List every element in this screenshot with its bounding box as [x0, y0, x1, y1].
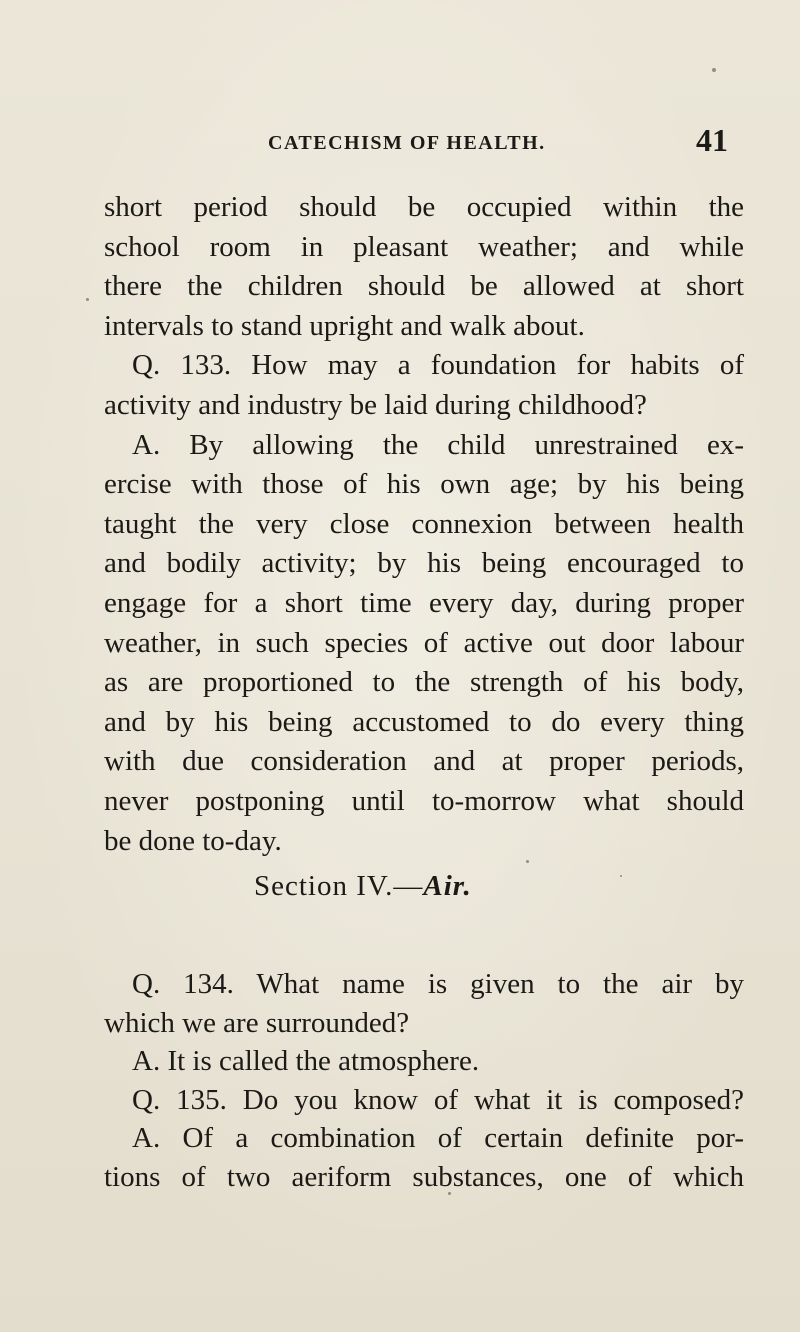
- section-prefix: Section IV.—: [254, 870, 424, 902]
- text-line: school room in pleasant weather; and while: [104, 230, 744, 263]
- answer-line: as are proportioned to the strength of his body,: [104, 666, 744, 699]
- main-text-block: [104, 188, 744, 861]
- answer-line: tions of two aeriform substances, one of which: [104, 1160, 744, 1193]
- paper-speck: [526, 860, 529, 863]
- running-head: CATECHISM OF HEALTH.: [268, 132, 546, 154]
- question-line: Q. 133. How may a foundation for habits of: [132, 349, 744, 382]
- answer-line: and bodily activity; by his being encouraged to: [104, 547, 744, 580]
- section-heading: [254, 870, 472, 903]
- question-line: which we are surrounded?: [104, 1006, 410, 1039]
- paper-speck: [86, 298, 89, 301]
- paper-speck: [448, 1192, 451, 1195]
- text-line: intervals to stand upright and walk about.: [104, 309, 585, 342]
- answer-line: weather, in such species of active out door labour: [104, 626, 744, 659]
- paper-speck: [712, 68, 716, 72]
- answer-line: taught the very close connexion between health: [104, 507, 744, 540]
- question-line: activity and industry be laid during childhood?: [104, 388, 647, 421]
- answer-line: and by his being accustomed to do every thing: [104, 705, 744, 738]
- answer-line: A. By allowing the child unrestrained ex-: [132, 428, 744, 461]
- page-number: 41: [696, 122, 728, 158]
- answer-line: never postponing until to-morrow what should: [104, 784, 744, 817]
- answer-line: with due consideration and at proper periods,: [104, 745, 744, 778]
- answer-line: ercise with those of his own age; by his being: [104, 468, 744, 501]
- question-line: Q. 134. What name is given to the air by: [132, 968, 744, 1000]
- answer-line: A. It is called the atmosphere.: [132, 1045, 480, 1077]
- section-text-block: [104, 965, 744, 1196]
- section-title-italic: Air.: [423, 870, 472, 902]
- text-line: short period should be occupied within the: [104, 191, 744, 223]
- answer-line: be done to-day.: [104, 824, 282, 857]
- answer-line: A. Of a combination of certain definite por-: [132, 1122, 744, 1154]
- paper-speck: [620, 875, 622, 877]
- text-line: there the children should be allowed at short: [104, 270, 744, 303]
- answer-line: engage for a short time every day, during proper: [104, 586, 744, 619]
- question-line: Q. 135. Do you know of what it is composed?: [132, 1083, 744, 1116]
